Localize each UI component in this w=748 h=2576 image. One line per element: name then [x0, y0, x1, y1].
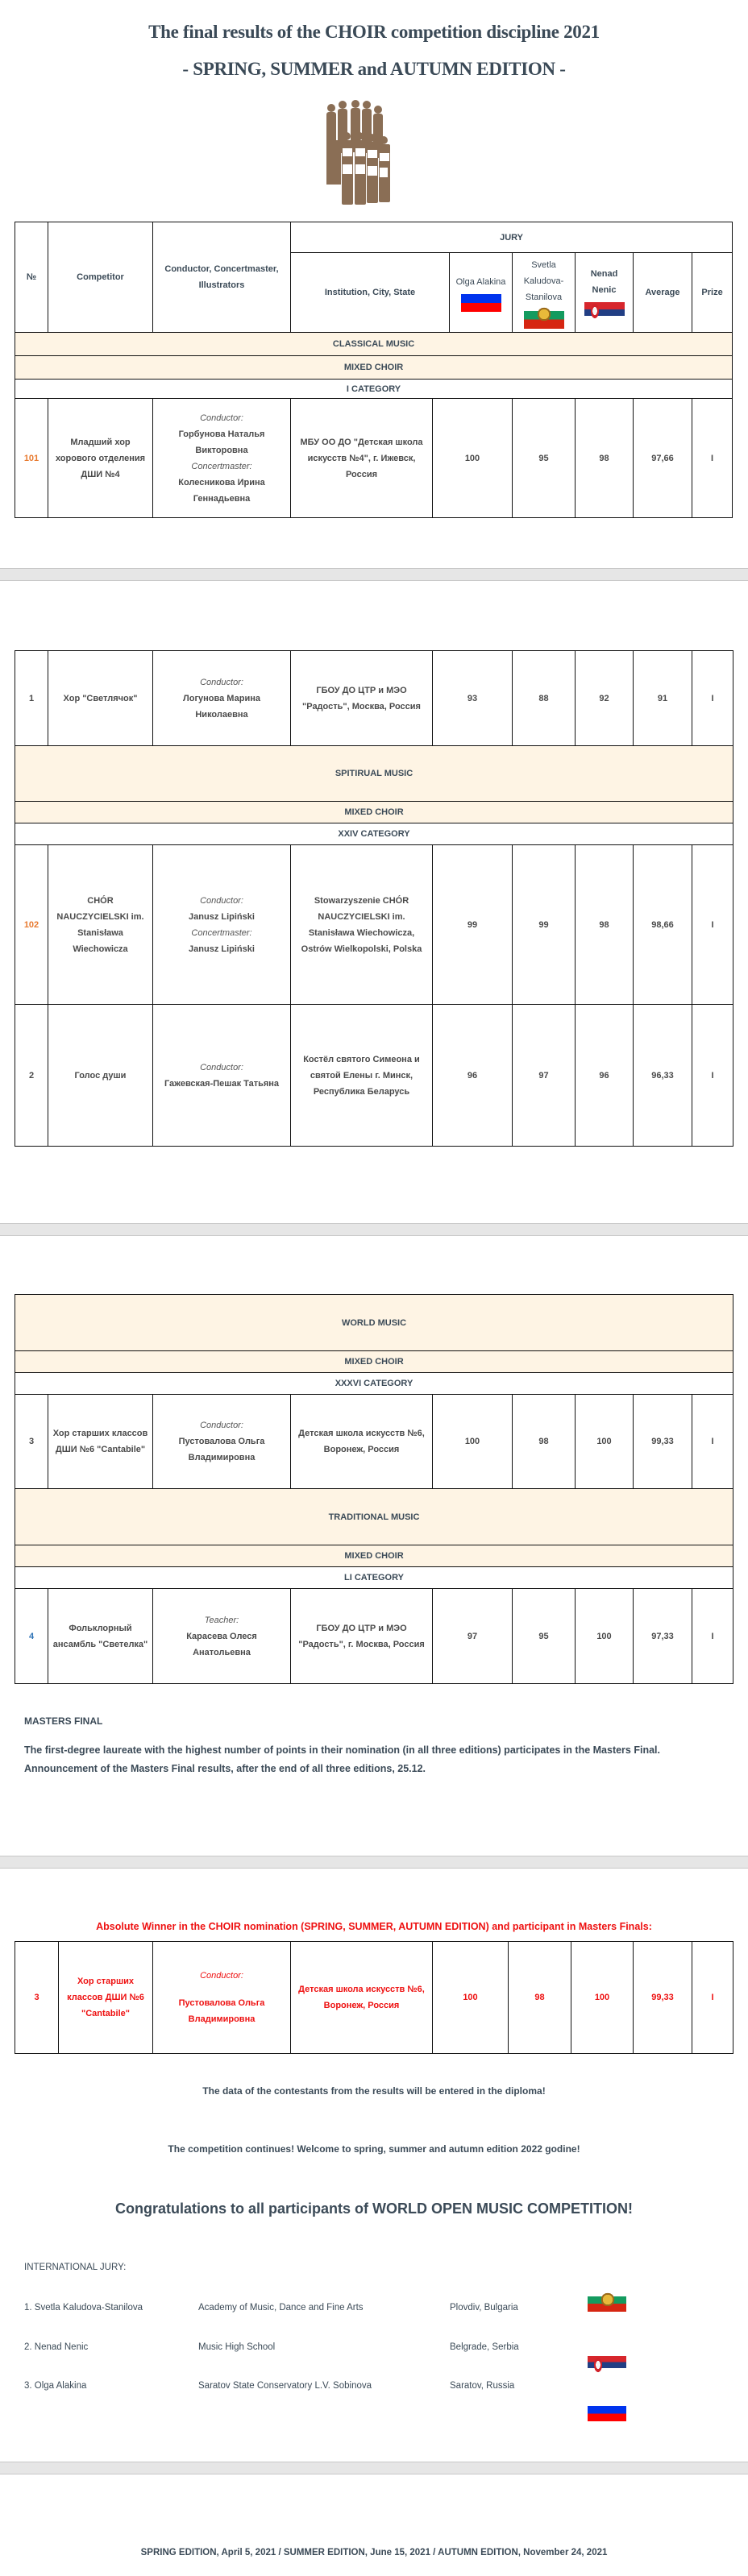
competitor-name: Голос души	[48, 1005, 153, 1147]
header-judge-nenad	[576, 253, 634, 333]
concertmaster-label: Concertmaster:	[191, 461, 252, 471]
conductor-label: Conductor:	[200, 677, 243, 687]
table-row	[15, 1005, 733, 1147]
competitor-name: Младший хор хорового отделения ДШИ №4	[48, 399, 153, 518]
competitor-name: Хор старших классов ДШИ №6 "Cantabile"	[59, 1942, 153, 2054]
conductor-cell	[153, 1942, 291, 2054]
score-svetla: 98	[513, 1395, 576, 1489]
conductor-cell	[153, 845, 291, 1005]
jury-institution: Music High School	[198, 2342, 276, 2352]
conductor-name: Пустовалова Ольга Владимировна	[178, 1437, 265, 1462]
page-separator	[0, 568, 748, 581]
competitor-name: Фольклорный ансамбль "Светелка"	[48, 1589, 153, 1684]
continues-note: The competition continues! Welcome to spring, summer and autumn edition 2022 godine!	[168, 2143, 580, 2155]
jury-name: 3. Olga Alakina	[24, 2381, 87, 2391]
row-number: 3	[15, 1395, 48, 1489]
header-conductor: Conductor, Concertmaster, Illustrators	[153, 222, 291, 333]
average-score: 91	[634, 651, 692, 746]
row-number: 102	[15, 845, 48, 1005]
page-separator	[0, 1223, 748, 1236]
row-number: 1	[15, 651, 48, 746]
jury-city: Plovdiv, Bulgaria	[450, 2303, 518, 2313]
header-competitor: Competitor	[48, 222, 153, 333]
category-heading: XXXVI CATEGORY	[15, 1373, 733, 1395]
concertmaster-label: Concertmaster:	[191, 927, 252, 938]
row-number: 2	[15, 1005, 48, 1147]
average-score: 96,33	[634, 1005, 692, 1147]
category-heading: I CATEGORY	[15, 380, 733, 399]
score-olga: 100	[433, 1942, 509, 2054]
jury-name: 1. Svetla Kaludova-Stanilova	[24, 2303, 143, 2313]
jury-institution: Academy of Music, Dance and Fine Arts	[198, 2303, 364, 2313]
row-number: 4	[15, 1589, 48, 1684]
judge-name: Nenad Nenic	[590, 268, 618, 295]
choir-type-heading: MIXED CHOIR	[15, 1545, 733, 1567]
institution: Детская школа искусств №6, Воронеж, Россия	[291, 1942, 433, 2054]
average-score: 99,33	[634, 1942, 692, 2054]
score-olga: 96	[433, 1005, 513, 1147]
genre-heading: WORLD MUSIC	[15, 1295, 733, 1351]
row-number: 101	[15, 399, 48, 518]
header-prize: Prize	[692, 253, 733, 333]
prize: I	[692, 845, 733, 1005]
prize: I	[692, 651, 733, 746]
average-score: 97,66	[634, 399, 692, 518]
competitor-name: Хор "Светлячок"	[48, 651, 153, 746]
jury-city: Saratov, Russia	[450, 2381, 515, 2391]
header-institution: Institution, City, State	[291, 253, 450, 333]
category-heading: LI CATEGORY	[15, 1567, 733, 1589]
diploma-note: The data of the contestants from the results will be entered in the diploma!	[202, 2085, 546, 2097]
table-row	[15, 845, 733, 1005]
conductor-cell	[153, 1395, 291, 1489]
prize: I	[692, 1589, 733, 1684]
score-nenad: 92	[576, 651, 634, 746]
institution: Детская школа искусств №6, Воронеж, Россия	[291, 1395, 433, 1489]
average-score: 99,33	[634, 1395, 692, 1489]
score-svetla: 97	[513, 1005, 576, 1147]
conductor-cell	[153, 399, 291, 518]
page-subtitle: - SPRING, SUMMER and AUTUMN EDITION -	[182, 59, 566, 79]
page-separator	[0, 2462, 748, 2474]
score-nenad: 100	[571, 1942, 634, 2054]
conductor-name: Janusz Lipiński	[189, 911, 255, 922]
score-svetla: 99	[513, 845, 576, 1005]
header-jury: JURY	[291, 222, 733, 253]
russia-flag-icon	[588, 2406, 626, 2421]
table-row	[15, 1589, 733, 1684]
teacher-cell	[153, 1589, 291, 1684]
conductor-label: Conductor:	[200, 413, 243, 423]
conductor-name: Пустовалова Ольга Владимировна	[178, 1998, 265, 2024]
category-heading: XXIV CATEGORY	[15, 823, 733, 845]
row-number: 3	[15, 1942, 59, 2054]
choir-type-heading: MIXED CHOIR	[15, 1351, 733, 1373]
prize: I	[692, 1942, 733, 2054]
header-judge-olga	[450, 253, 513, 333]
average-score: 98,66	[634, 845, 692, 1005]
score-svetla: 95	[513, 399, 576, 518]
conductor-cell	[153, 1005, 291, 1147]
competitor-name: CHÓR NAUCZYCIELSKI im. Stanisława Wiechowicza	[48, 845, 153, 1005]
concertmaster-name: Janusz Lipiński	[189, 944, 255, 954]
score-nenad: 100	[576, 1589, 634, 1684]
table-row	[15, 1395, 733, 1489]
results-table-spiritual	[15, 650, 733, 1147]
absolute-winner-heading: Absolute Winner in the CHOIR nomination (SPRING, SUMMER, AUTUMN EDITION) and participant in Masters Finals:	[96, 1921, 652, 1932]
score-nenad: 96	[576, 1005, 634, 1147]
table-row	[15, 651, 733, 746]
score-olga: 97	[433, 1589, 513, 1684]
institution: Stowarzyszenie CHÓR NAUCZYCIELSKI im. Stanisława Wiechowicza, Ostrów Wielkopolski, Polska	[291, 845, 433, 1005]
absolute-winner-table	[15, 1941, 733, 2054]
results-table-world-traditional	[15, 1294, 733, 1684]
genre-heading: SPITIRUAL MUSIC	[15, 746, 733, 802]
score-nenad: 98	[576, 399, 634, 518]
score-olga: 93	[433, 651, 513, 746]
serbia-flag-icon	[588, 2356, 626, 2371]
score-olga: 100	[433, 399, 513, 518]
score-olga: 100	[433, 1395, 513, 1489]
jury-institution: Saratov State Conservatory L.V. Sobinova	[198, 2381, 372, 2391]
conductor-name: Логунова Марина Николаевна	[183, 693, 260, 720]
competitor-name: Хор старших классов ДШИ №6 "Cantabile"	[48, 1395, 153, 1489]
institution: МБУ ОО ДО "Детская школа искусств №4", г. Ижевск, Россия	[291, 399, 433, 518]
editions-footer: SPRING EDITION, April 5, 2021 / SUMMER EDITION, June 15, 2021 / AUTUMN EDITION, November 24, 2021	[140, 2548, 608, 2557]
genre-heading: CLASSICAL MUSIC	[15, 333, 733, 356]
conductor-label: Conductor:	[200, 1062, 243, 1072]
table-row	[15, 399, 733, 518]
choir-type-heading: MIXED CHOIR	[15, 356, 733, 380]
serbia-flag-icon	[584, 302, 625, 320]
institution: ГБОУ ДО ЦТР и МЭО "Радость", Москва, Россия	[291, 651, 433, 746]
results-table-classical	[15, 222, 733, 518]
jury-name: 2. Nenad Nenic	[24, 2342, 89, 2352]
genre-heading: TRADITIONAL MUSIC	[15, 1489, 733, 1545]
masters-final-text: The first-degree laureate with the highest number of points in their nomination (in all three editions) participates in the Masters Final. Announcement of the Masters Final results, after the end of all three editions, 25.12.	[24, 1744, 660, 1774]
score-svetla: 95	[513, 1589, 576, 1684]
average-score: 97,33	[634, 1589, 692, 1684]
bulgaria-flag-icon	[588, 2296, 626, 2312]
teacher-name: Карасева Олеся Анатольевна	[186, 1631, 257, 1657]
institution: ГБОУ ДО ЦТР и МЭО "Радость", г. Москва, Россия	[291, 1589, 433, 1684]
conductor-label: Conductor:	[200, 1971, 243, 1981]
score-nenad: 98	[576, 845, 634, 1005]
conductor-cell	[153, 651, 291, 746]
score-svetla: 88	[513, 651, 576, 746]
conductor-name: Гажевская-Пешак Татьяна	[164, 1078, 280, 1089]
judge-name: Olga Alakina	[455, 276, 506, 287]
masters-final-heading: MASTERS FINAL	[24, 1715, 103, 1727]
international-jury-heading: INTERNATIONAL JURY:	[24, 2263, 127, 2272]
conductor-label: Conductor:	[200, 1421, 243, 1430]
score-nenad: 100	[576, 1395, 634, 1489]
table-row	[15, 1942, 733, 2054]
page-title: The final results of the CHOIR competition discipline 2021	[148, 22, 600, 42]
judge-name: Svetla Kaludova-Stanilova	[523, 259, 564, 302]
score-svetla: 98	[509, 1942, 571, 2054]
concertmaster-name: Колесникова Ирина Геннадьевна	[178, 477, 265, 504]
prize: I	[692, 399, 733, 518]
conductor-name: Горбунова Наталья Викторовна	[178, 429, 265, 455]
choir-type-heading: MIXED CHOIR	[15, 802, 733, 823]
congratulations-text: Congratulations to all participants of WORLD OPEN MUSIC COMPETITION!	[114, 2201, 633, 2217]
header-average: Average	[634, 253, 692, 333]
conductor-label: Conductor:	[200, 895, 243, 906]
score-olga: 99	[433, 845, 513, 1005]
page-separator	[0, 1856, 748, 1869]
prize: I	[692, 1005, 733, 1147]
jury-city: Belgrade, Serbia	[450, 2342, 519, 2352]
header-judge-svetla	[513, 253, 576, 333]
institution: Костёл святого Симеона и святой Елены г. Минск, Республика Беларусь	[291, 1005, 433, 1147]
bulgaria-flag-icon	[524, 311, 564, 329]
teacher-label: Teacher:	[204, 1615, 239, 1625]
russia-flag-icon	[461, 294, 501, 312]
choir-logo-icon	[321, 100, 427, 208]
header-no: №	[15, 222, 48, 333]
prize: I	[692, 1395, 733, 1489]
